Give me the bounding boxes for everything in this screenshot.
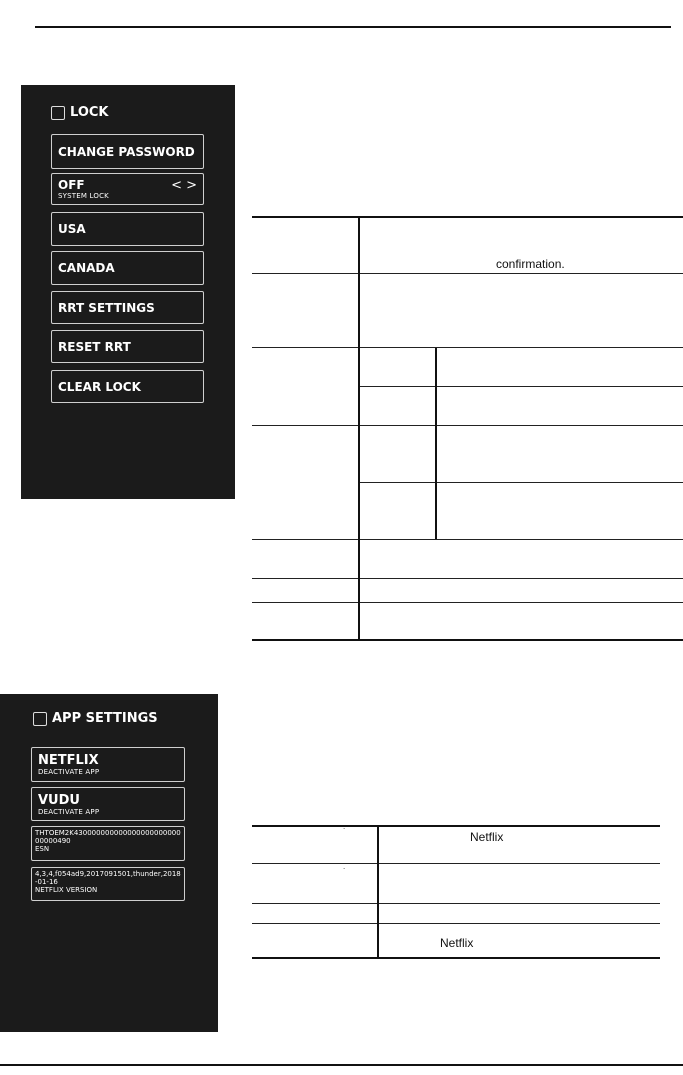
lock-table-row-divider	[360, 386, 683, 387]
vudu-sublabel: DEACTIVATE APP	[38, 807, 100, 816]
canada-button[interactable]	[51, 251, 204, 285]
lock-table-subcolumn-divider	[435, 348, 437, 539]
lock-table-row-divider	[252, 602, 683, 603]
bottom-rule	[0, 1064, 683, 1066]
lock-menu-panel	[21, 85, 235, 499]
app-table-row-divider	[252, 923, 660, 924]
netflix-button[interactable]	[31, 747, 185, 782]
app-table-mark: .	[343, 862, 346, 871]
rrt-settings-button[interactable]	[51, 291, 204, 324]
netflix-label: NETFLIX	[38, 753, 99, 768]
app-table-cell-text: Netflix	[470, 830, 504, 844]
app-settings-title	[33, 711, 158, 726]
lock-table-row-divider	[252, 539, 683, 540]
lock-menu-title	[51, 105, 109, 120]
reset-rrt-button[interactable]	[51, 330, 204, 363]
vudu-button[interactable]	[31, 787, 185, 821]
app-table-mark: .	[343, 822, 346, 831]
netflix-version-label: NETFLIX VERSION	[35, 886, 98, 894]
change-password-button[interactable]	[51, 134, 204, 169]
system-lock-sublabel: SYSTEM LOCK	[58, 192, 109, 200]
clear-lock-button[interactable]	[51, 370, 204, 403]
canada-label: CANADA	[58, 261, 115, 275]
lock-table-row-divider	[252, 578, 683, 579]
lock-table-cell-text: confirmation.	[496, 257, 565, 271]
system-lock-selector[interactable]	[51, 173, 204, 205]
clear-lock-label: CLEAR LOCK	[58, 379, 141, 394]
usa-button[interactable]	[51, 212, 204, 246]
app-table-row-divider	[252, 903, 660, 904]
usa-label: USA	[58, 222, 86, 236]
esn-label: ESN	[35, 845, 50, 853]
lock-table-row-divider	[252, 273, 683, 274]
lock-table-row-divider	[252, 425, 683, 426]
system-lock-value: OFF	[58, 178, 85, 192]
app-table-bottom-border	[252, 957, 660, 959]
netflix-sublabel: DEACTIVATE APP	[38, 768, 100, 776]
top-rule	[35, 26, 671, 28]
esn-field	[31, 826, 185, 861]
lock-title-text: LOCK	[70, 105, 109, 120]
vudu-label: VUDU	[38, 792, 80, 808]
lock-table-row-divider	[360, 482, 683, 483]
lock-checkbox[interactable]	[51, 106, 65, 120]
app-table-top-border	[252, 825, 660, 827]
change-password-label: CHANGE PASSWORD	[58, 144, 195, 159]
app-settings-checkbox[interactable]	[33, 712, 47, 726]
left-right-arrows-icon[interactable]: < >	[171, 178, 197, 193]
netflix-version-value: 4,3,4,f054ad9,2017091501,thunder,2018-01-16	[35, 870, 181, 886]
esn-value: THTOEM2K43000000000000000000000000000490	[35, 829, 181, 845]
rrt-settings-label: RRT SETTINGS	[58, 300, 155, 315]
app-table-row-divider	[252, 863, 660, 864]
lock-table-top-border	[252, 216, 683, 218]
lock-table-row-divider	[252, 347, 683, 348]
lock-table-bottom-border	[252, 639, 683, 641]
lock-table-column-divider	[358, 217, 360, 640]
app-table-cell-text: Netflix	[440, 936, 474, 950]
reset-rrt-label: RESET RRT	[58, 339, 131, 354]
app-settings-title-text: APP SETTINGS	[52, 711, 158, 726]
app-table-column-divider	[377, 826, 379, 958]
app-settings-panel	[0, 694, 218, 1032]
netflix-version-field	[31, 867, 185, 901]
